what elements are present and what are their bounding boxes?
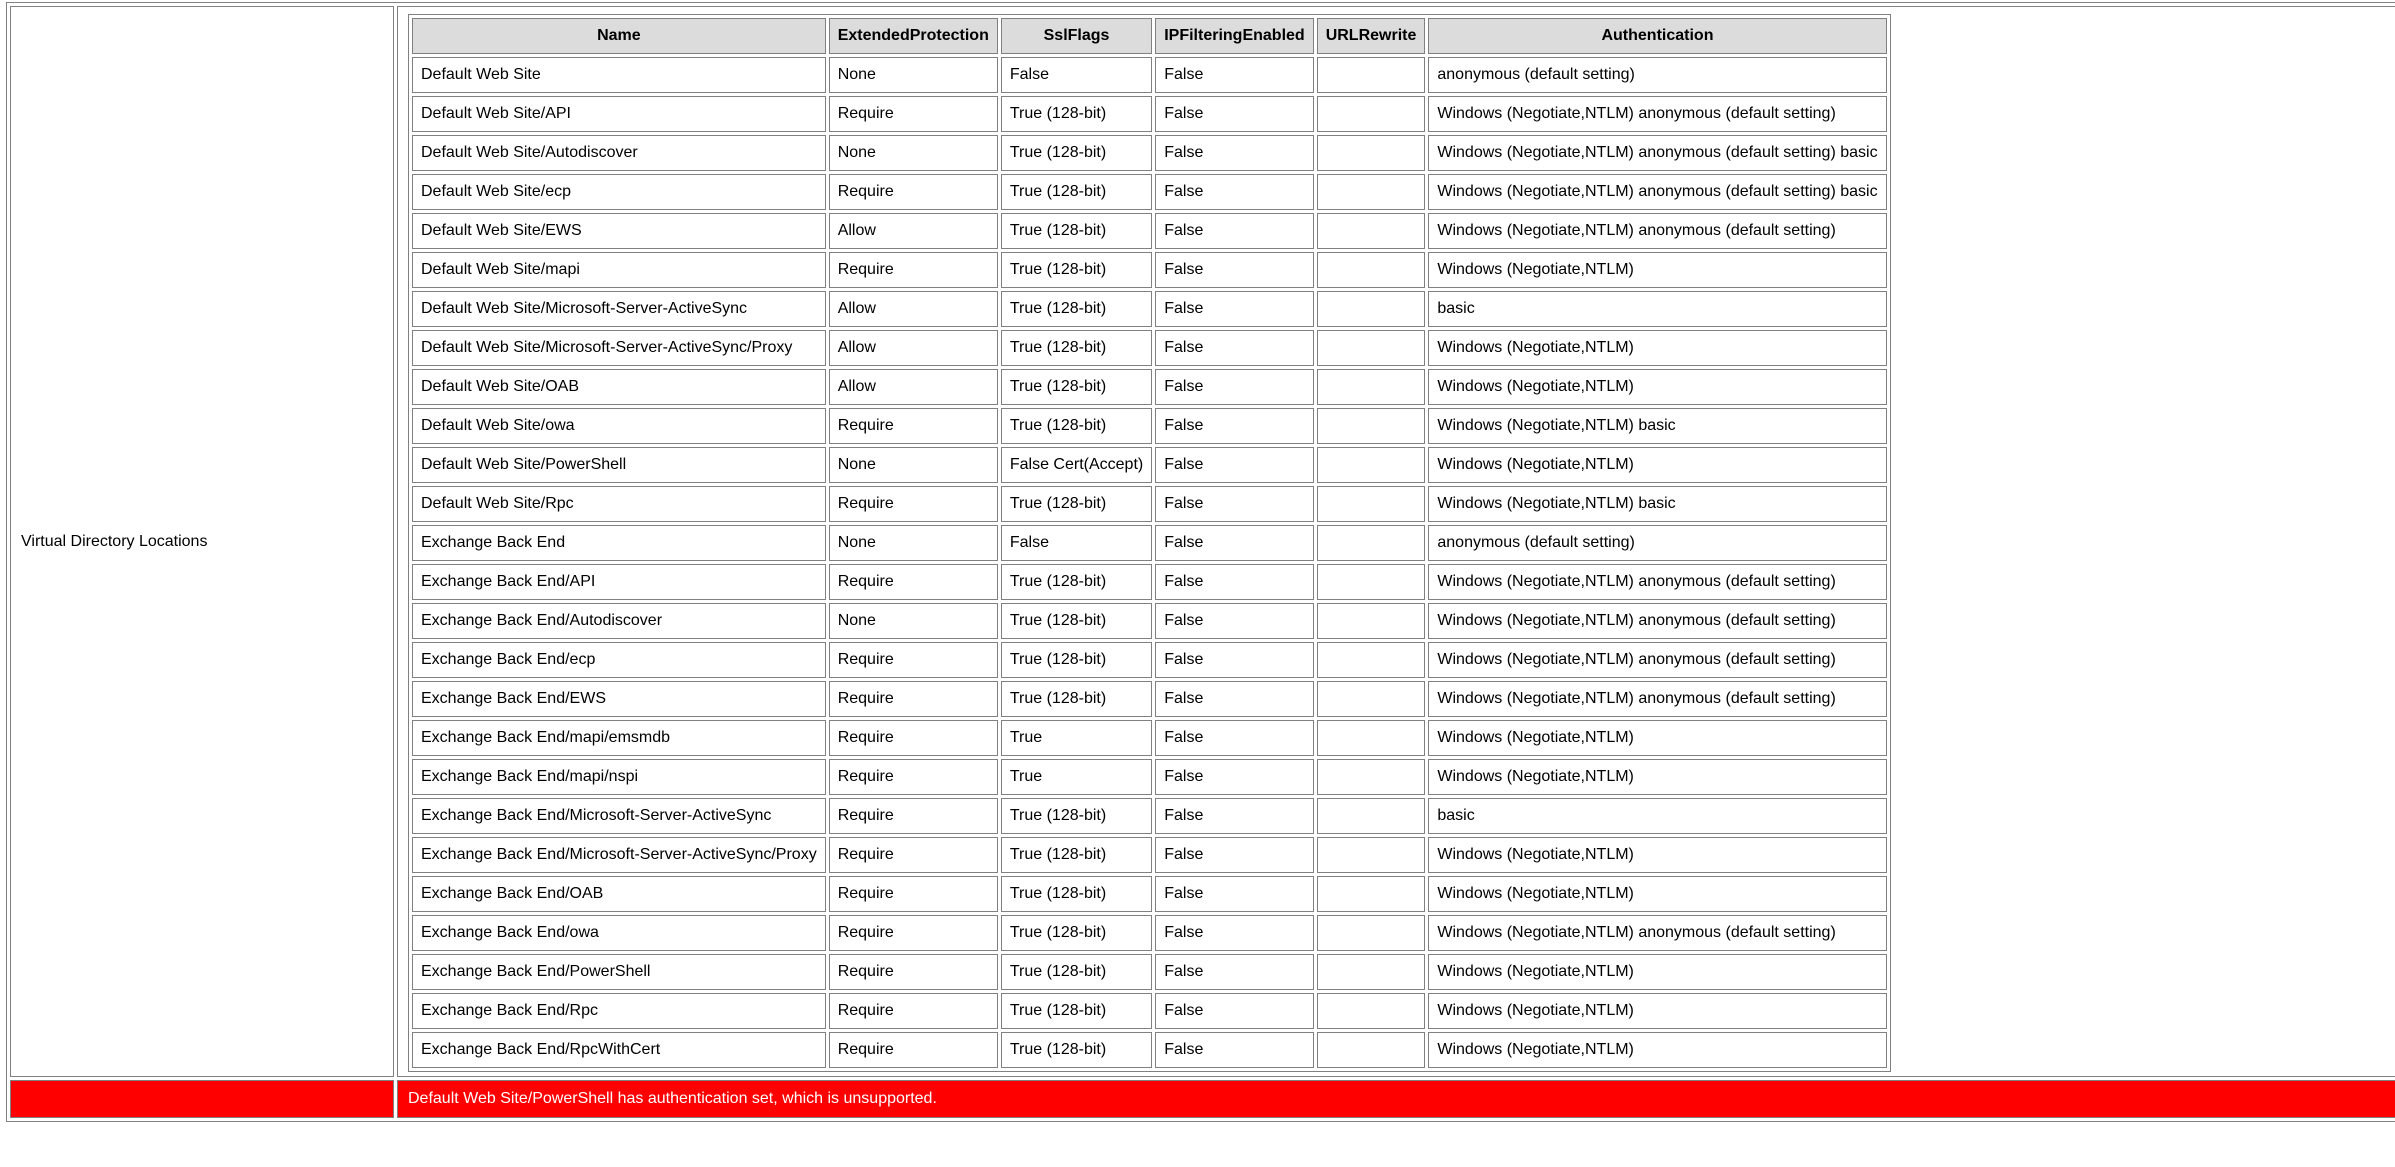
cell-ip-filtering-enabled: False [1155,252,1313,288]
cell-authentication: Windows (Negotiate,NTLM) [1428,1032,1886,1068]
cell-ssl-flags: True (128-bit) [1001,798,1152,834]
cell-ssl-flags: True (128-bit) [1001,954,1152,990]
warning-row [10,1080,2395,1118]
table-row [412,57,1887,93]
cell-url-rewrite [1317,681,1426,717]
table-row [412,213,1887,249]
cell-extended-protection: None [829,447,998,483]
cell-authentication: Windows (Negotiate,NTLM) [1428,759,1886,795]
table-row [412,291,1887,327]
cell-ssl-flags: False [1001,525,1152,561]
cell-url-rewrite [1317,447,1426,483]
cell-name: Exchange Back End/Rpc [412,993,826,1029]
table-row [412,486,1887,522]
cell-ip-filtering-enabled: False [1155,1032,1313,1068]
cell-ip-filtering-enabled: False [1155,837,1313,873]
cell-ip-filtering-enabled: False [1155,876,1313,912]
cell-extended-protection: Require [829,642,998,678]
cell-authentication: Windows (Negotiate,NTLM) [1428,876,1886,912]
cell-authentication: Windows (Negotiate,NTLM) [1428,252,1886,288]
cell-authentication: Windows (Negotiate,NTLM) [1428,837,1886,873]
cell-ssl-flags: True (128-bit) [1001,564,1152,600]
cell-name: Exchange Back End [412,525,826,561]
cell-authentication: Windows (Negotiate,NTLM) anonymous (default setting) [1428,603,1886,639]
cell-ssl-flags: True (128-bit) [1001,291,1152,327]
cell-name: Exchange Back End/mapi/nspi [412,759,826,795]
table-row [412,915,1887,951]
cell-ip-filtering-enabled: False [1155,759,1313,795]
table-row [412,447,1887,483]
cell-ip-filtering-enabled: False [1155,798,1313,834]
cell-ssl-flags: True (128-bit) [1001,252,1152,288]
table-row [412,369,1887,405]
cell-url-rewrite [1317,408,1426,444]
cell-ip-filtering-enabled: False [1155,525,1313,561]
cell-name: Default Web Site/OAB [412,369,826,405]
cell-extended-protection: Require [829,720,998,756]
cell-name: Exchange Back End/owa [412,915,826,951]
cell-ip-filtering-enabled: False [1155,135,1313,171]
cell-ssl-flags: False [1001,57,1152,93]
cell-authentication: Windows (Negotiate,NTLM) anonymous (default setting) [1428,213,1886,249]
cell-authentication: anonymous (default setting) [1428,525,1886,561]
table-row [412,681,1887,717]
cell-authentication: basic [1428,798,1886,834]
cell-url-rewrite [1317,57,1426,93]
cell-url-rewrite [1317,291,1426,327]
cell-ssl-flags: True (128-bit) [1001,486,1152,522]
report-outer-table [6,2,2395,1122]
cell-authentication: Windows (Negotiate,NTLM) basic [1428,408,1886,444]
cell-name: Default Web Site/owa [412,408,826,444]
cell-authentication: Windows (Negotiate,NTLM) anonymous (default setting) [1428,96,1886,132]
cell-authentication: Windows (Negotiate,NTLM) anonymous (default setting) basic [1428,174,1886,210]
cell-ssl-flags: True (128-bit) [1001,915,1152,951]
cell-name: Default Web Site/PowerShell [412,447,826,483]
cell-url-rewrite [1317,213,1426,249]
cell-authentication: Windows (Negotiate,NTLM) anonymous (default setting) [1428,681,1886,717]
cell-ssl-flags: True (128-bit) [1001,1032,1152,1068]
cell-ssl-flags: False Cert(Accept) [1001,447,1152,483]
table-row [412,603,1887,639]
header-url-rewrite: URLRewrite [1317,18,1426,54]
cell-extended-protection: None [829,525,998,561]
cell-extended-protection: Allow [829,330,998,366]
table-row [412,564,1887,600]
cell-extended-protection: Require [829,798,998,834]
cell-ssl-flags: True (128-bit) [1001,837,1152,873]
cell-authentication: Windows (Negotiate,NTLM) [1428,720,1886,756]
cell-ssl-flags: True (128-bit) [1001,642,1152,678]
cell-ip-filtering-enabled: False [1155,174,1313,210]
cell-authentication: Windows (Negotiate,NTLM) basic [1428,486,1886,522]
virtual-directory-table [408,14,1891,1072]
cell-authentication: basic [1428,291,1886,327]
cell-name: Exchange Back End/PowerShell [412,954,826,990]
cell-name: Default Web Site/ecp [412,174,826,210]
cell-extended-protection: Require [829,954,998,990]
cell-ssl-flags: True (128-bit) [1001,330,1152,366]
virtual-directory-section-row [10,6,2395,1077]
table-row [412,174,1887,210]
table-row [412,759,1887,795]
cell-url-rewrite [1317,174,1426,210]
cell-extended-protection: Require [829,408,998,444]
cell-ip-filtering-enabled: False [1155,291,1313,327]
cell-ip-filtering-enabled: False [1155,954,1313,990]
cell-name: Default Web Site/mapi [412,252,826,288]
cell-ssl-flags: True (128-bit) [1001,876,1152,912]
cell-ssl-flags: True (128-bit) [1001,993,1152,1029]
cell-ip-filtering-enabled: False [1155,57,1313,93]
cell-extended-protection: None [829,57,998,93]
cell-ssl-flags: True (128-bit) [1001,135,1152,171]
cell-url-rewrite [1317,564,1426,600]
cell-authentication: Windows (Negotiate,NTLM) [1428,369,1886,405]
cell-extended-protection: Require [829,915,998,951]
cell-extended-protection: Allow [829,213,998,249]
table-row [412,252,1887,288]
cell-name: Default Web Site/Autodiscover [412,135,826,171]
cell-url-rewrite [1317,798,1426,834]
cell-authentication: Windows (Negotiate,NTLM) anonymous (default setting) [1428,564,1886,600]
cell-url-rewrite [1317,759,1426,795]
header-extended-protection: ExtendedProtection [829,18,998,54]
cell-name: Default Web Site/Microsoft-Server-ActiveSync/Proxy [412,330,826,366]
cell-name: Exchange Back End/OAB [412,876,826,912]
cell-url-rewrite [1317,642,1426,678]
cell-url-rewrite [1317,1032,1426,1068]
table-row [412,876,1887,912]
cell-url-rewrite [1317,369,1426,405]
cell-ssl-flags: True (128-bit) [1001,213,1152,249]
table-row [412,525,1887,561]
table-row [412,642,1887,678]
cell-url-rewrite [1317,915,1426,951]
table-row [412,798,1887,834]
cell-url-rewrite [1317,720,1426,756]
cell-ssl-flags: True (128-bit) [1001,603,1152,639]
warning-spacer [10,1080,394,1118]
table-header-row [412,18,1887,54]
cell-ip-filtering-enabled: False [1155,915,1313,951]
cell-ssl-flags: True [1001,720,1152,756]
cell-url-rewrite [1317,252,1426,288]
table-row [412,135,1887,171]
cell-ssl-flags: True (128-bit) [1001,174,1152,210]
cell-ip-filtering-enabled: False [1155,330,1313,366]
table-row [412,720,1887,756]
cell-authentication: anonymous (default setting) [1428,57,1886,93]
cell-name: Exchange Back End/Autodiscover [412,603,826,639]
cell-ip-filtering-enabled: False [1155,486,1313,522]
cell-extended-protection: Require [829,837,998,873]
cell-extended-protection: Require [829,96,998,132]
cell-name: Exchange Back End/Microsoft-Server-ActiveSync [412,798,826,834]
cell-ip-filtering-enabled: False [1155,720,1313,756]
cell-ip-filtering-enabled: False [1155,369,1313,405]
table-row [412,1032,1887,1068]
cell-url-rewrite [1317,486,1426,522]
cell-authentication: Windows (Negotiate,NTLM) [1428,954,1886,990]
cell-name: Default Web Site/Rpc [412,486,826,522]
warning-message: Default Web Site/PowerShell has authentication set, which is unsupported. [397,1080,2395,1118]
table-row [412,993,1887,1029]
cell-authentication: Windows (Negotiate,NTLM) [1428,447,1886,483]
cell-ssl-flags: True (128-bit) [1001,96,1152,132]
cell-authentication: Windows (Negotiate,NTLM) [1428,330,1886,366]
cell-authentication: Windows (Negotiate,NTLM) anonymous (default setting) [1428,915,1886,951]
header-name: Name [412,18,826,54]
cell-name: Default Web Site/EWS [412,213,826,249]
cell-ssl-flags: True (128-bit) [1001,681,1152,717]
cell-name: Exchange Back End/ecp [412,642,826,678]
table-row [412,96,1887,132]
cell-name: Default Web Site/API [412,96,826,132]
cell-name: Exchange Back End/EWS [412,681,826,717]
cell-name: Exchange Back End/mapi/emsmdb [412,720,826,756]
section-content [397,6,2395,1077]
section-label: Virtual Directory Locations [10,6,394,1077]
cell-ip-filtering-enabled: False [1155,96,1313,132]
table-row [412,954,1887,990]
cell-extended-protection: Require [829,681,998,717]
cell-ip-filtering-enabled: False [1155,993,1313,1029]
cell-extended-protection: Require [829,759,998,795]
cell-ip-filtering-enabled: False [1155,642,1313,678]
table-row [412,837,1887,873]
header-ssl-flags: SslFlags [1001,18,1152,54]
cell-extended-protection: Require [829,876,998,912]
cell-url-rewrite [1317,135,1426,171]
cell-extended-protection: Require [829,174,998,210]
cell-url-rewrite [1317,330,1426,366]
cell-extended-protection: Require [829,993,998,1029]
cell-extended-protection: None [829,135,998,171]
table-body [412,57,1887,1068]
cell-authentication: Windows (Negotiate,NTLM) anonymous (default setting) [1428,642,1886,678]
cell-name: Exchange Back End/Microsoft-Server-ActiveSync/Proxy [412,837,826,873]
cell-extended-protection: Require [829,564,998,600]
cell-ip-filtering-enabled: False [1155,681,1313,717]
cell-extended-protection: Require [829,1032,998,1068]
cell-extended-protection: Allow [829,291,998,327]
cell-name: Default Web Site/Microsoft-Server-ActiveSync [412,291,826,327]
cell-authentication: Windows (Negotiate,NTLM) [1428,993,1886,1029]
cell-url-rewrite [1317,525,1426,561]
table-row [412,408,1887,444]
cell-extended-protection: Require [829,252,998,288]
cell-ip-filtering-enabled: False [1155,447,1313,483]
cell-url-rewrite [1317,954,1426,990]
cell-url-rewrite [1317,837,1426,873]
table-row [412,330,1887,366]
cell-url-rewrite [1317,96,1426,132]
cell-extended-protection: None [829,603,998,639]
cell-extended-protection: Allow [829,369,998,405]
cell-url-rewrite [1317,876,1426,912]
cell-name: Default Web Site [412,57,826,93]
header-authentication: Authentication [1428,18,1886,54]
cell-url-rewrite [1317,603,1426,639]
cell-ssl-flags: True (128-bit) [1001,408,1152,444]
cell-name: Exchange Back End/RpcWithCert [412,1032,826,1068]
cell-ip-filtering-enabled: False [1155,408,1313,444]
cell-url-rewrite [1317,993,1426,1029]
cell-name: Exchange Back End/API [412,564,826,600]
cell-ip-filtering-enabled: False [1155,213,1313,249]
cell-authentication: Windows (Negotiate,NTLM) anonymous (default setting) basic [1428,135,1886,171]
cell-ssl-flags: True [1001,759,1152,795]
cell-ip-filtering-enabled: False [1155,603,1313,639]
header-ip-filtering-enabled: IPFilteringEnabled [1155,18,1313,54]
cell-ip-filtering-enabled: False [1155,564,1313,600]
cell-ssl-flags: True (128-bit) [1001,369,1152,405]
cell-extended-protection: Require [829,486,998,522]
